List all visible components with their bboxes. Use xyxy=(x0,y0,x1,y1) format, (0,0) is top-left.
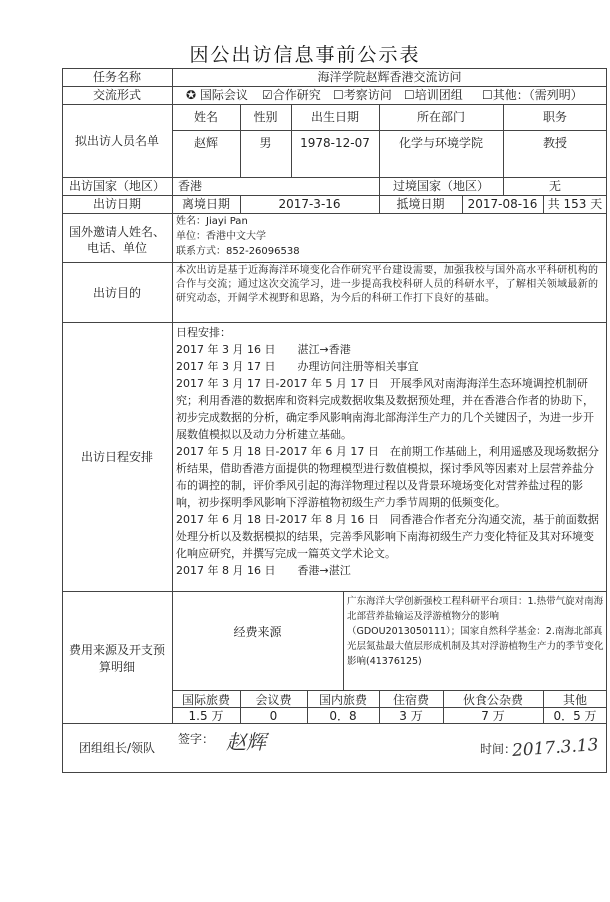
purpose-label: 出访目的 xyxy=(92,286,141,300)
inviter-phone: 联系方式：852-26096538 xyxy=(176,246,300,257)
transit-value: 无 xyxy=(548,179,561,193)
dates-label: 出访日期 xyxy=(92,197,141,211)
budget-header-conference: 会议费 xyxy=(255,693,292,707)
depart-label: 离境日期 xyxy=(181,197,230,211)
total-days: 共 153 天 xyxy=(547,197,603,211)
header-position: 职务 xyxy=(542,110,567,124)
funding-source-text: 广东海洋大学创新强校工程科研平台项目：1.热带气旋对南海北部营养盐输运及浮游植物分的影响（GDOU2013050111）；国家自然科学基金：2.南海北部真光层氮盐最大值层形成机制及其对浮游植物生产力的季节变化影响(41376125) xyxy=(347,596,604,667)
personnel-label: 拟出访人员名单 xyxy=(74,134,159,148)
schedule-item-1: 2017 年 3 月 16 日 湛江→香港 xyxy=(176,343,351,356)
schedule-heading: 日程安排： xyxy=(176,326,231,339)
schedule-content xyxy=(176,324,604,579)
budget-header-accommodation: 住宿费 xyxy=(392,693,429,707)
signature: 赵辉 xyxy=(226,730,266,754)
schedule-item-6: 2017 年 8 月 16 日 香港→湛江 xyxy=(176,564,351,577)
header-name: 姓名 xyxy=(193,110,218,124)
page-title: 因公出访信息事前公示表 xyxy=(189,44,421,66)
time-label: 时间： xyxy=(480,742,517,756)
exchange-label: 交流形式 xyxy=(92,88,141,102)
inviter-name: 姓名：Jiayi Pan xyxy=(176,216,248,227)
funding-label: 费用来源及开支预算明细 xyxy=(68,643,165,674)
header-department: 所在部门 xyxy=(416,110,465,124)
inviter-unit: 单位：香港中文大学 xyxy=(176,231,266,242)
task-name-label: 任务名称 xyxy=(92,70,141,84)
budget-value-meals: 7 万 xyxy=(481,709,505,723)
budget-value-accommodation: 3 万 xyxy=(399,709,423,723)
person-birthdate: 1978-12-07 xyxy=(300,136,370,150)
option-study-visit: ☐考察访问 xyxy=(333,88,392,102)
leader-label: 团组组长/领队 xyxy=(78,741,156,755)
purpose-text: 本次出访是基于近海海洋环境变化合作研究平台建设需要，加强我校与国外高水平科研机构的合作与交流；通过这次交流学习，进一步提高我校科研人员的科研水平，了解相关领域最新的研究动态，开阔学术视野和思路，为今后的科研工作打下良好的基础。 xyxy=(176,265,599,304)
budget-value-domestic-travel: 0．8 xyxy=(329,709,357,723)
schedule-item-5: 2017 年 6 月 18 日-2017 年 8 月 16 日 同香港合作者充分沟通交流，基于前面数据处理分析以及数据模拟的结果，完善季风影响下南海初级生产力变化特征及其对环境变化响应研究，并撰写完成一篇英文学术论文。 xyxy=(176,513,599,560)
header-gender: 性别 xyxy=(253,110,278,124)
person-position: 教授 xyxy=(542,136,567,150)
budget-header-meals: 伙食公杂费 xyxy=(462,693,523,707)
person-department: 化学与环境学院 xyxy=(398,136,483,150)
return-date: 2017-08-16 xyxy=(467,197,538,211)
task-name-value: 海洋学院赵辉香港交流访问 xyxy=(317,70,462,84)
header-birthdate: 出生日期 xyxy=(310,110,359,124)
budget-value-intl-travel: 1.5 万 xyxy=(188,709,224,723)
schedule-item-3: 2017 年 3 月 17 日-2017 年 5 月 17 日 开展季风对南海海洋生态环境调控机制研究；利用香港的数据库和资料完成数据收集及数据预处理，并在香港合作者的协助下，初步完成数据的分析，确定季风影响南海北部海洋生产力的几个关键因子，为进一步开展数值模拟以及动力分析建立基础。 xyxy=(176,377,594,441)
funding-source-label: 经费来源 xyxy=(233,625,282,639)
inviter-label: 国外邀请人姓名、电话、单位 xyxy=(68,225,165,255)
country-value: 香港 xyxy=(178,179,203,193)
country-label: 出访国家（地区） xyxy=(68,179,165,193)
signature-date: 2017.3.13 xyxy=(511,735,600,761)
schedule-label: 出访日程安排 xyxy=(80,450,153,464)
schedule-item-4: 2017 年 5 月 18 日-2017 年 6 月 17 日 在前期工作基础上，利用遥感及现场数据分析结果，借助香港方面提供的物理模型进行数值模拟，探讨季风等因素对上层营养盐分布的调控的制，评价季风引起的海洋物理过程以及背景环境场变化对营养盐过程的影响，初步探明季风影响下浮游植物初级生产力季节周期的低频变化。 xyxy=(176,445,599,509)
person-gender: 男 xyxy=(259,136,272,150)
budget-value-conference: 0 xyxy=(269,709,278,723)
person-name: 赵辉 xyxy=(193,136,218,150)
option-international-conference: ✪ 国际会议 xyxy=(186,88,248,102)
transit-label: 过境国家（地区） xyxy=(392,179,489,193)
option-other: ☐其他：（需列明） xyxy=(482,88,583,102)
sign-label: 签字： xyxy=(178,732,215,746)
budget-header-other: 其他 xyxy=(562,693,587,707)
return-label: 抵境日期 xyxy=(396,197,445,211)
schedule-item-2: 2017 年 3 月 17 日 办理访问注册等相关事宜 xyxy=(176,360,419,373)
budget-header-domestic-travel: 国内旅费 xyxy=(318,693,367,707)
budget-header-intl-travel: 国际旅费 xyxy=(181,693,230,707)
depart-date: 2017-3-16 xyxy=(278,197,341,211)
option-cooperative-research: ☑合作研究 xyxy=(262,88,321,102)
budget-value-other: 0．5 万 xyxy=(553,709,597,723)
option-training-group: ☐培训团组 xyxy=(404,88,463,102)
